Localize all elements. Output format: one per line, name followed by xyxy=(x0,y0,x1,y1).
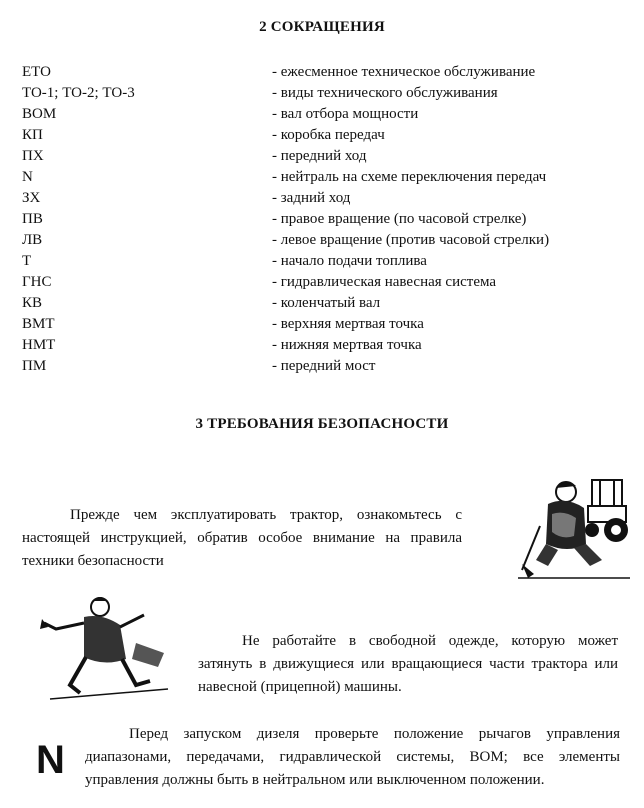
abbreviation-row xyxy=(22,356,622,377)
abbreviation-term: НМТ xyxy=(22,337,56,353)
abbreviation-row xyxy=(22,293,622,314)
abbreviation-row xyxy=(22,146,622,167)
abbreviation-row xyxy=(22,230,622,251)
abbreviation-term: ВМТ xyxy=(22,316,55,332)
abbreviation-definition: - ежесменное техническое обслуживание xyxy=(272,64,536,80)
abbreviation-term: ПМ xyxy=(22,358,47,374)
abbreviation-term: КП xyxy=(22,127,43,143)
paragraph-read-manual xyxy=(22,504,462,573)
abbreviation-definition: - виды технического обслуживания xyxy=(272,85,498,101)
abbreviation-term: ПХ xyxy=(22,148,44,164)
abbreviation-definition: - коленчатый вал xyxy=(272,295,381,311)
abbreviation-definition: - коробка передач xyxy=(272,127,385,143)
man-caught-by-machine-illustration xyxy=(40,593,170,705)
section-3-title: 3 ТРЕБОВАНИЯ БЕЗОПАСНОСТИ xyxy=(195,416,449,432)
abbreviation-list xyxy=(22,62,622,377)
paragraph-loose-clothing xyxy=(198,630,618,699)
abbreviation-term: ГНС xyxy=(22,274,52,290)
paragraph-loose-clothing-text: Не работайте в свободной одежде, которую может затянуть в движущиеся или вращающиеся части трактора или навесной (прицепной) машины. xyxy=(198,633,618,695)
abbreviation-definition: - вал отбора мощности xyxy=(272,106,419,122)
abbreviation-row xyxy=(22,188,622,209)
abbreviation-definition: - начало подачи топлива xyxy=(272,253,427,269)
paragraph-engine-start xyxy=(85,723,620,792)
abbreviation-definition: - левое вращение (против часовой стрелки) xyxy=(272,232,550,248)
abbreviation-row xyxy=(22,83,622,104)
abbreviation-row xyxy=(22,167,622,188)
abbreviation-row xyxy=(22,125,622,146)
abbreviation-term: КВ xyxy=(22,295,43,311)
abbreviation-definition: - гидравлическая навесная система xyxy=(272,274,497,290)
abbreviation-definition: - передний ход xyxy=(272,148,367,164)
abbreviation-term: ЗХ xyxy=(22,190,41,206)
abbreviation-row xyxy=(22,335,622,356)
abbreviation-definition: - задний ход xyxy=(272,190,351,206)
paragraph-engine-start-text: Перед запуском дизеля проверьте положение рычагов управления диапазонами, передачами, гидравлической системы, ВОМ; все элементы управления должны быть в нейтральном или выключенном положении. xyxy=(85,726,620,788)
abbreviation-definition: - верхняя мертвая точка xyxy=(272,316,424,332)
abbreviation-term: ВОМ xyxy=(22,106,57,122)
abbreviation-term: ЕТО xyxy=(22,64,51,80)
abbreviation-definition: - нижняя мертвая точка xyxy=(272,337,422,353)
abbreviation-definition: - нейтраль на схеме переключения передач xyxy=(272,169,547,185)
neutral-symbol: N xyxy=(36,738,65,782)
abbreviation-row xyxy=(22,62,622,83)
mechanic-with-tractor-illustration xyxy=(518,474,630,580)
abbreviation-term: N xyxy=(22,169,33,185)
abbreviation-row xyxy=(22,209,622,230)
abbreviation-term: ТО-1; ТО-2; ТО-3 xyxy=(22,85,135,101)
section-2-title: 2 СОКРАЩЕНИЯ xyxy=(259,19,385,35)
abbreviation-row xyxy=(22,104,622,125)
abbreviation-row xyxy=(22,272,622,293)
abbreviation-term: ЛВ xyxy=(22,232,43,248)
abbreviation-row xyxy=(22,251,622,272)
abbreviation-term: Т xyxy=(22,253,32,269)
abbreviation-term: ПВ xyxy=(22,211,43,227)
abbreviation-definition: - передний мост xyxy=(272,358,376,374)
paragraph-read-manual-text: Прежде чем эксплуатировать трактор, ознакомьтесь с настоящей инструкцией, обратив особое внимание на правила техники безопасности xyxy=(22,507,462,569)
abbreviation-definition: - правое вращение (по часовой стрелке) xyxy=(272,211,527,227)
abbreviation-row xyxy=(22,314,622,335)
